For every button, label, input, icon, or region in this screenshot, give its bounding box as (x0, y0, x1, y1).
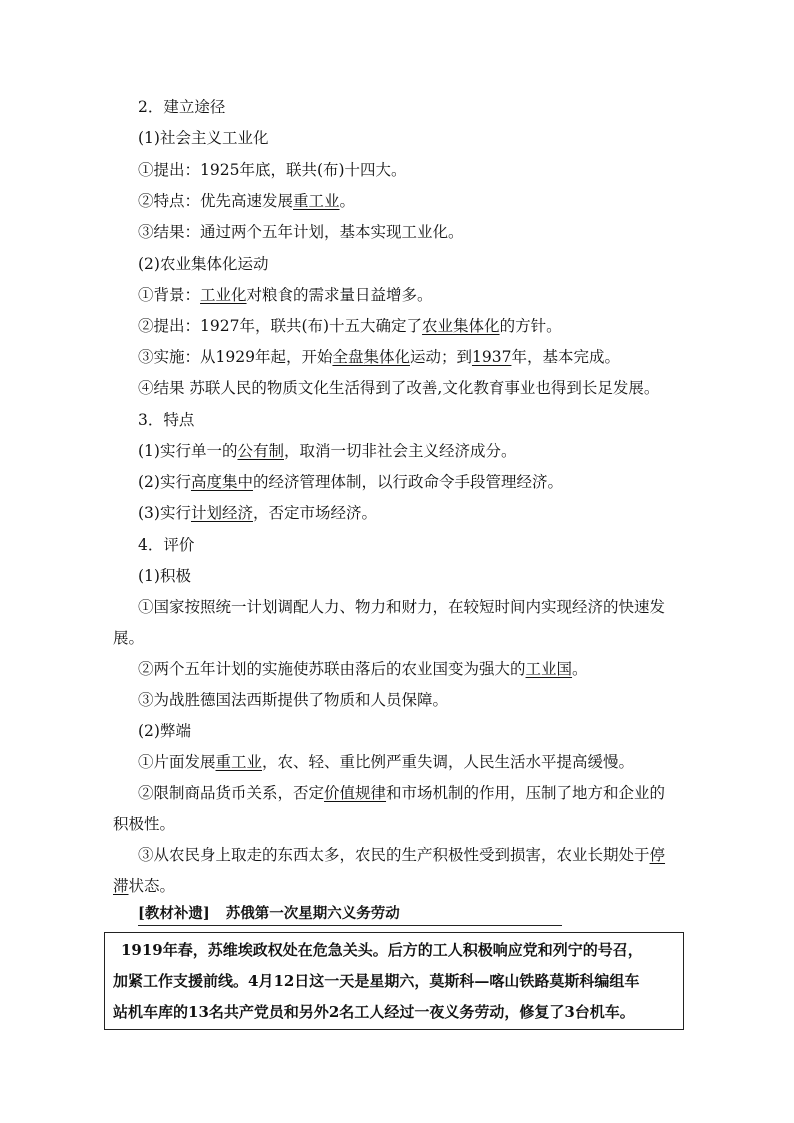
industrialization-proposal: ①提出：1925年底，联共(布)十四大。 (138, 161, 407, 179)
answer-underline: 滞 (113, 877, 129, 895)
feature-centralized-management: (2)实行高度集中的经济管理体制，以行政命令手段管理经济。 (138, 473, 563, 491)
positive-point-2: ②两个五年计划的实施使苏联由落后的农业国变为强大的工业国。 (138, 660, 588, 678)
negative-point-2-line-1: ②限制商品货币关系，否定价值规律和市场机制的作用，压制了地方和企业的 (138, 784, 666, 802)
collectivization-background: ①背景：工业化对粮食的需求量日益增多。 (138, 286, 433, 304)
subsection-industrialization-heading: (1)社会主义工业化 (138, 129, 269, 147)
industrialization-result: ③结果：通过两个五年计划，基本实现工业化。 (138, 223, 464, 241)
supplement-line-2: 加紧工作支援前线。4月12日这一天是星期六，莫斯科—喀山铁路莫斯科编组车 (113, 972, 640, 990)
supplement-box (104, 932, 684, 1030)
answer-underline: 工业化 (200, 286, 247, 304)
supplement-heading (138, 904, 562, 926)
answer-underline: 价值规律 (324, 784, 387, 802)
feature-public-ownership: (1)实行单一的公有制，取消一切非社会主义经济成分。 (138, 442, 517, 460)
supplement-line-3: 站机车库的13名共产党员和另外2名工人经过一夜义务劳动，修复了3台机车。 (113, 1003, 635, 1021)
answer-underline: 工业国 (525, 660, 573, 678)
section-4-heading: 4．评价 (138, 536, 195, 554)
negative-point-1: ①片面发展重工业，农、轻、重比例严重失调，人民生活水平提高缓慢。 (138, 753, 635, 771)
industrialization-feature: ②特点：优先高速发展重工业。 (138, 192, 356, 210)
answer-underline: 停 (649, 846, 666, 864)
answer-underline: 重工业 (215, 753, 263, 771)
evaluation-positive-heading: (1)积极 (138, 567, 191, 585)
answer-underline: 全盘集体化 (332, 348, 410, 366)
answer-underline: 计划经济 (190, 504, 253, 522)
negative-point-3-line-1: ③从农民身上取走的东西太多，农民的生产积极性受到损害，农业长期处于停 (138, 846, 666, 864)
collectivization-proposal: ②提出：1927年，联共(布)十五大确定了农业集体化的方针。 (138, 317, 562, 335)
supplement-line-1: 1919年春，苏维埃政权处在危急关头。后方的工人积极响应党和列宁的号召， (121, 941, 643, 959)
subsection-collectivization-heading: (2)农业集体化运动 (138, 255, 269, 273)
section-3-heading: 3．特点 (138, 411, 195, 429)
collectivization-result: ④结果 苏联人民的物质文化生活得到了改善,文化教育事业也得到长足发展。 (138, 379, 660, 397)
negative-point-3-line-2: 滞状态。 (113, 877, 176, 895)
answer-underline: 1937 (471, 348, 512, 366)
negative-point-2-line-2: 积极性。 (113, 815, 176, 833)
collectivization-implementation: ③实施：从1929年起，开始全盘集体化运动；到1937年，基本完成。 (138, 348, 620, 366)
answer-underline: 高度集中 (190, 473, 253, 491)
evaluation-negative-heading: (2)弊端 (138, 722, 191, 740)
section-2-heading: 2．建立途径 (138, 98, 226, 116)
supplement-title: 苏俄第一次星期六义务劳动 (225, 905, 400, 922)
answer-underline: 重工业 (293, 192, 340, 210)
positive-point-1-line-1: ①国家按照统一计划调配人力、物力和财力，在较短时间内实现经济的快速发 (138, 598, 666, 616)
positive-point-1-line-2: 展。 (113, 629, 145, 647)
positive-point-3: ③为战胜德国法西斯提供了物质和人员保障。 (138, 691, 449, 709)
supplement-tag: [教材补遗] (138, 905, 210, 922)
answer-underline: 农业集体化 (422, 317, 500, 335)
feature-planned-economy: (3)实行计划经济，否定市场经济。 (138, 504, 377, 522)
answer-underline: 公有制 (237, 442, 284, 460)
